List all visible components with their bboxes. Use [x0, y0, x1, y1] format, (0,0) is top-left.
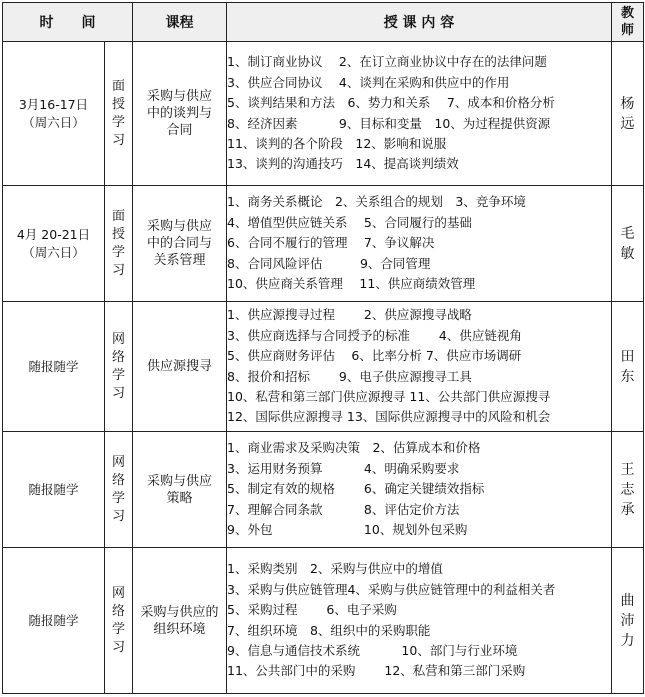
- content-line: 8、合同风险评估 9、合同管理: [227, 255, 431, 271]
- time-days: （周六日）: [22, 244, 85, 260]
- teacher-cell: [612, 186, 644, 302]
- mode-char: 面: [111, 208, 125, 224]
- content-cell: [227, 302, 612, 432]
- mode-char: 络: [111, 603, 125, 619]
- mode-char: 授: [111, 96, 125, 112]
- content-line: 10、私营和第三部门供应源搜寻 11、公共部门供应源搜寻: [227, 388, 551, 404]
- table-row: [3, 548, 644, 694]
- mode-char: 学: [111, 367, 125, 383]
- course-line: 策略: [166, 490, 193, 506]
- header-teacher-char: 教: [620, 6, 634, 21]
- content-line: 1、商务关系概论 2、关系组合的规划 3、竞争环境: [227, 194, 526, 210]
- content-line: 6、合同不履行的管理 7、争议解决: [227, 235, 435, 251]
- course-cell: [133, 432, 227, 548]
- mode-cell: [105, 432, 133, 548]
- content-line: 5、谈判结果和方法 6、势力和关系 7、成本和价格分析: [227, 95, 555, 111]
- teacher-char: 承: [620, 501, 635, 518]
- teacher-cell: [612, 432, 644, 548]
- time-cell: [3, 186, 105, 302]
- mode-char: 习: [111, 262, 125, 278]
- content-line: 7、理解合同条款 8、评估定价方法: [227, 501, 460, 517]
- teacher-char: 田: [620, 348, 635, 365]
- teacher-char: 杨: [620, 95, 635, 112]
- mode-char: 习: [111, 508, 125, 524]
- mode-char: 络: [111, 349, 125, 365]
- header-teacher: [612, 3, 644, 42]
- mode-char: 习: [111, 385, 125, 401]
- teacher-char: 东: [620, 368, 635, 385]
- course-line: 采购与供应: [146, 89, 212, 104]
- time-date: 随报随学: [28, 612, 79, 628]
- content-line: 12、国际供应源搜寻 13、国际供应源搜寻中的风险和机会: [227, 409, 551, 425]
- teacher-char: 曲: [620, 592, 635, 609]
- time-date: 随报随学: [28, 481, 79, 497]
- course-line: 供应源搜寻: [146, 359, 212, 374]
- time-cell: [3, 548, 105, 694]
- content-line: 5、制定有效的规格 6、确定关键绩效指标: [227, 481, 485, 497]
- content-line: 9、外包 10、规划外包采购: [227, 522, 468, 538]
- content-line: 1、供应源搜寻过程 2、供应源搜寻战略: [227, 307, 472, 323]
- content-cell: [227, 186, 612, 302]
- content-line: 5、供应商财务评估 6、比率分析 7、供应市场调研: [227, 348, 522, 364]
- header-row: [3, 3, 644, 42]
- content-line: 13、谈判的沟通技巧 14、提高谈判绩效: [227, 156, 459, 172]
- time-date: 随报随学: [28, 358, 79, 374]
- teacher-char: 沛: [620, 612, 635, 629]
- teacher-char: 志: [620, 481, 635, 498]
- content-cell: [227, 42, 612, 186]
- course-cell: [133, 302, 227, 432]
- content-line: 3、供应合同协议 4、谈判在采购和供应中的作用: [227, 74, 510, 90]
- course-line: 采购与供应: [146, 219, 212, 234]
- course-line: 采购与供应: [146, 473, 212, 489]
- teacher-char: 力: [620, 632, 635, 649]
- mode-char: 学: [111, 244, 125, 260]
- course-line: 中的合同与: [146, 236, 212, 251]
- mode-cell: [105, 186, 133, 302]
- time-date: 3月16-17日: [18, 96, 89, 112]
- table-row: [3, 302, 644, 432]
- teacher-cell: [612, 548, 644, 694]
- teacher-cell: [612, 302, 644, 432]
- mode-cell: [105, 42, 133, 186]
- course-line: 中的谈判与: [146, 106, 212, 121]
- teacher-cell: [612, 42, 644, 186]
- content-line: 1、商业需求及采购决策 2、估算成本和价格: [227, 440, 481, 456]
- content-line: 3、供应商选择与合同授予的标准 4、供应链视角: [227, 327, 522, 343]
- course-cell: [133, 186, 227, 302]
- content-line: 1、制订商业协议 2、在订立商业协议中存在的法律问题: [227, 54, 547, 70]
- mode-char: 习: [111, 132, 125, 148]
- content-cell: [227, 432, 612, 548]
- mode-char: 网: [111, 585, 125, 601]
- content-line: 3、采购与供应链管理4、采购与供应链管理中的利益相关者: [227, 581, 556, 597]
- content-line: 3、运用财务预算 4、明确采购要求: [227, 460, 460, 476]
- time-cell: [3, 42, 105, 186]
- mode-char: 授: [111, 226, 125, 242]
- content-line: 11、谈判的各个阶段 12、影响和说服: [227, 135, 447, 151]
- time-days: （周六日）: [22, 114, 85, 130]
- header-course: 课程: [133, 3, 227, 42]
- content-line: 10、供应商关系管理 11、供应商绩效管理: [227, 276, 476, 292]
- mode-char: 络: [111, 472, 125, 488]
- course-line: 采购与供应的: [140, 604, 219, 620]
- mode-char: 网: [111, 454, 125, 470]
- teacher-char: 毛: [620, 225, 635, 242]
- mode-cell: [105, 302, 133, 432]
- header-time: 时 间: [3, 3, 133, 42]
- course-cell: [133, 548, 227, 694]
- mode-char: 习: [111, 639, 125, 655]
- course-line: 合同: [166, 123, 193, 138]
- content-line: 9、信息与通信技术系统 10、部门与行业环境: [227, 642, 518, 658]
- mode-cell: [105, 548, 133, 694]
- content-line: 8、报价和招标 9、电子供应源搜寻工具: [227, 368, 472, 384]
- content-line: 1、采购类别 2、采购与供应中的增值: [227, 561, 443, 577]
- mode-char: 网: [111, 331, 125, 347]
- table-row: [3, 432, 644, 548]
- course-line: 组织环境: [153, 621, 206, 637]
- teacher-char: 远: [620, 115, 635, 132]
- time-cell: [3, 432, 105, 548]
- course-line: 关系管理: [153, 253, 206, 268]
- mode-char: 学: [111, 621, 125, 637]
- teacher-char: 敏: [620, 245, 635, 262]
- content-line: 8、经济因素 9、目标和变量 10、为过程提供资源: [227, 115, 551, 131]
- teacher-char: 王: [620, 461, 635, 478]
- content-cell: [227, 548, 612, 694]
- mode-char: 学: [111, 114, 125, 130]
- time-date: 4月 20-21日: [16, 226, 91, 242]
- header-teacher-char: 师: [620, 23, 634, 38]
- table-row: [3, 42, 644, 186]
- time-cell: [3, 302, 105, 432]
- content-line: 7、组织环境 8、组织中的采购职能: [227, 622, 431, 638]
- content-line: 4、增值型供应链关系 5、合同履行的基础: [227, 214, 472, 230]
- content-line: 5、采购过程 6、电子采购: [227, 602, 397, 618]
- course-schedule-table: [2, 2, 644, 694]
- header-content: 授 课 内 容: [227, 3, 612, 42]
- course-cell: [133, 42, 227, 186]
- mode-char: 面: [111, 78, 125, 94]
- table-row: [3, 186, 644, 302]
- mode-char: 学: [111, 490, 125, 506]
- content-line: 11、公共部门中的采购 12、私营和第三部门采购: [227, 663, 526, 679]
